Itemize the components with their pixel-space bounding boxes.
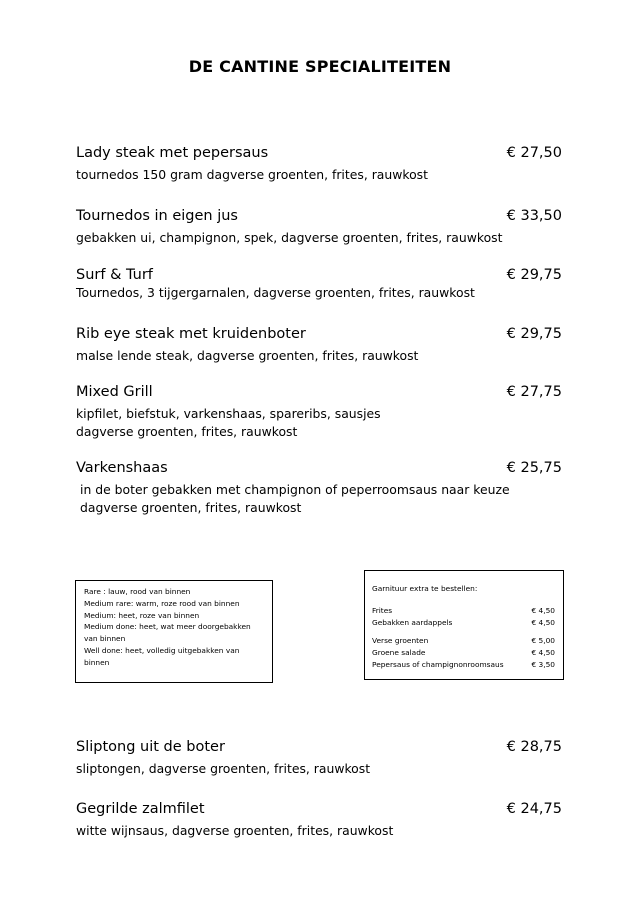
garnish-price: € 4,50: [531, 648, 555, 658]
dish-description: [76, 347, 566, 365]
garnish-label: Gebakken aardappels: [372, 617, 453, 627]
menu-item: [76, 325, 566, 365]
dish-description-line: Tournedos, 3 tijgergarnalen, dagverse groenten, frites, rauwkost: [76, 285, 475, 300]
dish-description-line: in de boter gebakken met champignon of peperroomsaus naar keuze: [80, 482, 510, 497]
garnish-price: € 5,00: [531, 636, 555, 646]
dish-price: € 29,75: [506, 326, 562, 342]
garnish-label: Groene salade: [372, 648, 426, 658]
dish-description-line: sliptongen, dagverse groenten, frites, rauwkost: [76, 761, 371, 776]
menu-item: [76, 459, 566, 517]
garnish-price: € 4,50: [531, 605, 555, 615]
dish-name: Rib eye steak met kruidenboter: [76, 326, 306, 342]
garnish-heading: Garnituur extra te bestellen:: [372, 584, 478, 593]
dish-description-line: tournedos 150 gram dagverse groenten, frites, rauwkost: [76, 167, 428, 182]
dish-price: € 33,50: [506, 208, 562, 224]
dish-description-line: witte wijnsaus, dagverse groenten, frites, rauwkost: [76, 823, 394, 838]
dish-description: [76, 481, 566, 517]
garnish-price: € 3,50: [531, 659, 555, 669]
dish-description: [76, 760, 566, 778]
garnish-box: [364, 570, 564, 680]
dish-name: Mixed Grill: [76, 384, 153, 400]
dish-description-line: dagverse groenten, frites, rauwkost: [80, 500, 302, 515]
garnish-row: [372, 617, 555, 629]
dish-price: € 29,75: [506, 267, 562, 283]
dish-price: € 24,75: [506, 801, 562, 817]
page-title: DE CANTINE SPECIALITEITEN: [188, 57, 452, 76]
dish-name: Surf & Turf: [76, 267, 153, 283]
dish-description-line: kipfilet, biefstuk, varkenshaas, spareribs, sausjes: [76, 406, 381, 421]
doneness-info-box: [75, 580, 273, 683]
garnish-row: [372, 635, 555, 647]
garnish-label: Pepersaus of champignonroomsaus: [372, 659, 504, 669]
dish-description: [76, 284, 566, 302]
dish-description: [76, 405, 566, 441]
dish-price: € 25,75: [506, 460, 562, 476]
garnish-row: [372, 647, 555, 659]
dish-name: Tournedos in eigen jus: [76, 208, 238, 224]
dish-description: [76, 166, 566, 184]
menu-item: [76, 207, 566, 247]
menu-item: [76, 266, 566, 302]
garnish-price: € 4,50: [531, 617, 555, 627]
dish-name: Lady steak met pepersaus: [76, 145, 269, 161]
dish-name: Sliptong uit de boter: [76, 739, 225, 755]
garnish-row: [372, 605, 555, 617]
menu-item: [76, 800, 566, 840]
dish-price: € 28,75: [506, 739, 562, 755]
dish-name: Varkenshaas: [76, 460, 168, 476]
dish-description-line: dagverse groenten, frites, rauwkost: [76, 424, 298, 439]
doneness-line: Medium: heet, roze van binnen: [84, 610, 200, 620]
menu-item: [76, 738, 566, 778]
doneness-line: Well done: heet, volledig uitgebakken van binnen: [84, 645, 240, 667]
dish-name: Gegrilde zalmfilet: [76, 801, 205, 817]
doneness-line: Rare : lauw, rood van binnen: [84, 587, 191, 596]
doneness-line: Medium rare: warm, roze rood van binnen: [84, 598, 240, 608]
dish-price: € 27,50: [506, 145, 562, 161]
garnish-spacer: [372, 628, 555, 635]
menu-item: [76, 144, 566, 184]
dish-description-line: gebakken ui, champignon, spek, dagverse groenten, frites, rauwkost: [76, 230, 503, 245]
dish-description: [76, 822, 566, 840]
garnish-label: Verse groenten: [372, 636, 429, 646]
dish-description-line: malse lende steak, dagverse groenten, frites, rauwkost: [76, 348, 419, 363]
dish-description: [76, 229, 566, 247]
dish-price: € 27,75: [506, 384, 562, 400]
menu-item: [76, 383, 566, 441]
garnish-row: [372, 659, 555, 671]
garnish-label: Frites: [372, 605, 393, 615]
doneness-line: Medium done: heet, wat meer doorgebakken van binnen: [84, 622, 251, 644]
